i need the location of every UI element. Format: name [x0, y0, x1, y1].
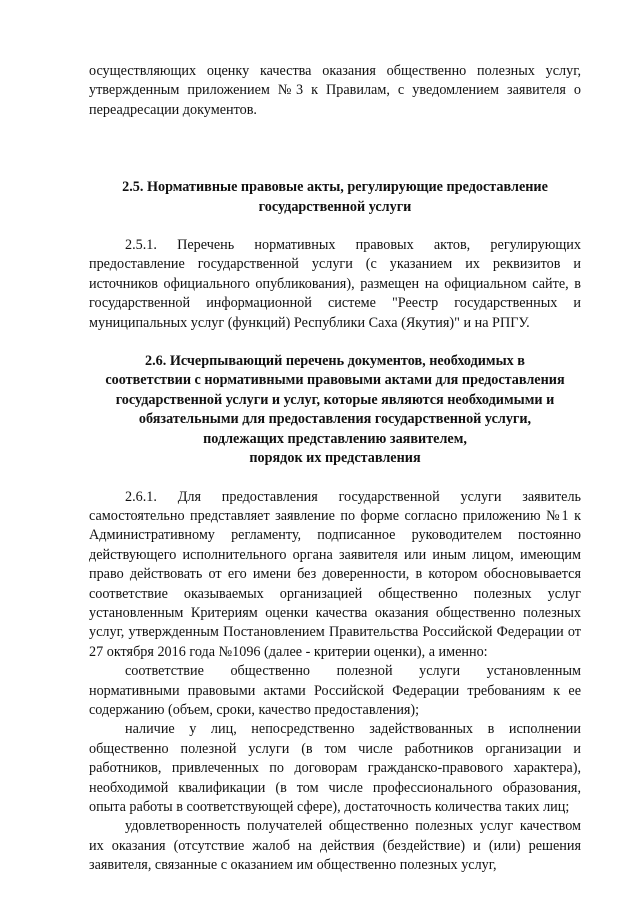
section-2-5-heading: 2.5. Нормативные правовые акты, регулирующие предоставление государственной услуги — [122, 179, 548, 215]
criteria-item: соответствие общественно полезной услуги установленным нормативными правовыми актами Российской Федерации требованиям к ее содержанию (объем, сроки, качество предоставления); — [89, 663, 581, 718]
section-2-6-heading-line: обязательными для предоставления государственной услуги, — [138, 411, 532, 428]
intro-paragraph: осуществляющих оценку качества оказания общественно полезных услуг, утвержденным приложением №3 к Правилам, с уведомлением заявителя о переадресации документов. — [89, 63, 581, 118]
document-page — [89, 62, 581, 876]
criteria-item: удовлетворенность получателей общественно полезных услуг качеством их оказания (отсутствие жалоб на действия (бездействие) и (или) решения заявителя, связанные с оказанием им общественно полезных услуг, — [89, 818, 581, 874]
section-2-6-heading-line: государственной услуги и услуг, которые являются необходимыми и — [115, 391, 555, 408]
criteria-item: наличие у лиц, непосредственно задействованных в исполнении общественно полезной услуги (в том числе работников организации и работников, привлеченных по договорам гражданско-правового характера), необходимой квалификации (в том числе профессионального образования, опыта работы в соответствующей сфере), достаточность количества таких лиц; — [89, 721, 581, 815]
section-2-6-heading-line: соответствии с нормативными правовыми актами для предоставления — [105, 372, 565, 389]
paragraph-2-5-1: 2.5.1. Перечень нормативных правовых актов, регулирующих предоставление государственной услуги (с указанием их реквизитов и источников официального опубликования), размещен на официальном сайте, в государственной информационной системе "Реестр государственных и муниципальных услуг (функций) Республики Саха (Якутия)" и на РПГУ. — [89, 237, 581, 331]
paragraph-2-6-1: 2.6.1. Для предоставления государственной услуги заявитель самостоятельно представляет заявление по форме согласно приложению №1 к Административному регламенту, подписанное руководителем постоянно действующего исполнительного органа заявителя или иным лицом, имеющим право действовать от его имени без доверенности, в котором обосновывается соответствие оказываемых организацией общественно полезных услуг установленным Критериям оценки качества оказания общественно полезных услуг, утвержденным Постановлением Правительства Российской Федерации от 27 октября 2016 года №1096 (далее - критерии оценки), а именно: — [89, 488, 581, 660]
section-2-6-heading — [89, 352, 581, 468]
section-2-6-heading-line: 2.6. Исчерпывающий перечень документов, необходимых в — [145, 353, 525, 370]
section-2-6-heading-line: порядок их представления — [249, 450, 421, 467]
section-2-6-heading-line: подлежащих представлению заявителем, — [203, 430, 467, 447]
